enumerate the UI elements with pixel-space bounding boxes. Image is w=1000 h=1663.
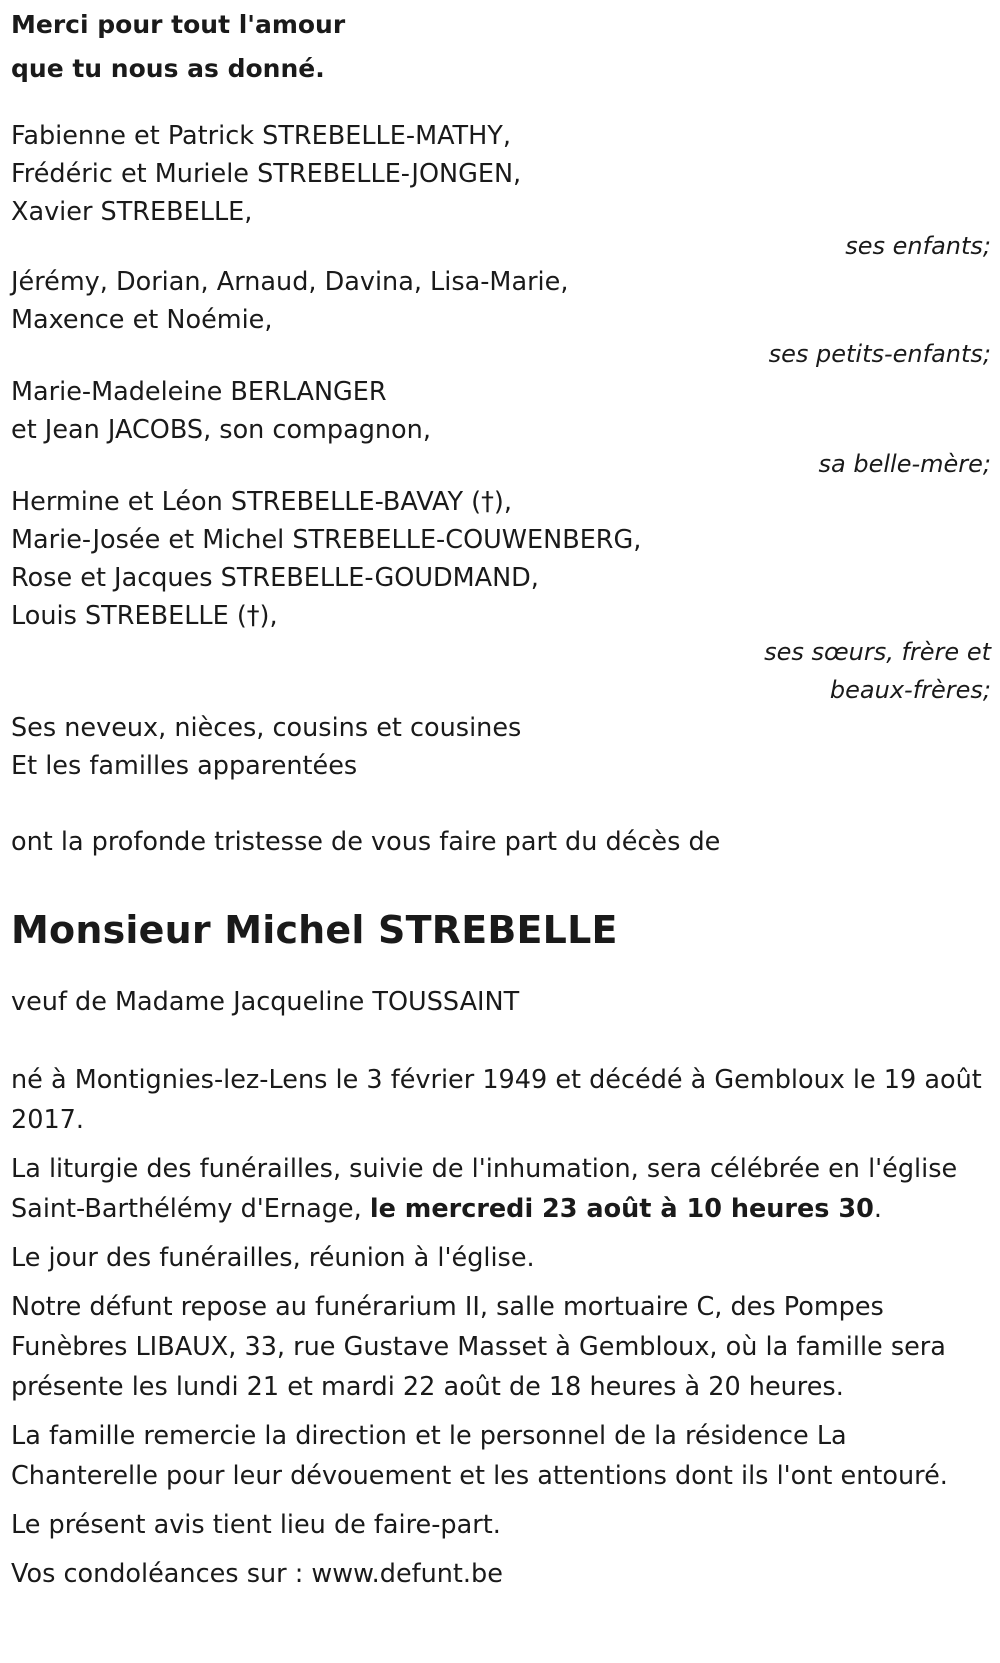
family-name-line: Maxence et Noémie,: [11, 305, 273, 335]
family-name-line: Frédéric et Muriele STREBELLE-JONGEN,: [11, 159, 522, 189]
obituary-notice: [11, 0, 991, 1594]
epigraph: [11, 0, 991, 94]
family-others: [11, 708, 991, 786]
relation-label: ses enfants;: [845, 232, 991, 260]
family-name-line: Ses neveux, nièces, cousins et cousines: [11, 713, 522, 743]
family-siblings: [11, 482, 991, 710]
family-children: [11, 116, 991, 266]
condolences-text: Vos condoléances sur : www.defunt.be: [11, 1559, 503, 1589]
family-name-line: et Jean JACOBS, son compagnon,: [11, 415, 431, 445]
family-name-line: Fabienne et Patrick STREBELLE-MATHY,: [11, 121, 511, 151]
funeral-home-text: Notre défunt repose au funérarium II, salle mortuaire C, des Pompes Funèbres LIBAUX, 33, rue Gustave Masset à Gembloux, où la famille sera présente les lundi 21 et mardi 22 août de 18 heures à 20 heures.: [11, 1292, 946, 1402]
widowed-text: veuf de Madame Jacqueline TOUSSAINT: [11, 987, 520, 1017]
liturgy-prefix: La liturgie des funérailles, suivie de l'inhumation, sera célébrée en l'église Saint-Barthélémy d'Ernage,: [11, 1154, 958, 1224]
family-name-line: Rose et Jacques STREBELLE-GOUDMAND,: [11, 563, 539, 593]
meeting-text: Le jour des funérailles, réunion à l'église.: [11, 1243, 535, 1273]
announcement-text: ont la profonde tristesse de vous faire part du décès de: [11, 827, 721, 857]
relation-label: beaux-frères;: [829, 676, 991, 704]
liturgy-text: [11, 1149, 986, 1229]
liturgy-suffix: .: [873, 1194, 882, 1224]
deceased-name: Monsieur Michel STREBELLE: [11, 908, 618, 952]
family-name-line: Xavier STREBELLE,: [11, 197, 253, 227]
relation-label: sa belle-mère;: [818, 450, 991, 478]
liturgy-date: le mercredi 23 août à 10 heures 30: [369, 1194, 874, 1224]
thanks-text: La famille remercie la direction et le personnel de la résidence La Chanterelle pour leur dévouement et les attentions dont ils l'ont entouré.: [11, 1421, 948, 1491]
epigraph-line-1: Merci pour tout l'amour: [11, 10, 346, 39]
epigraph-line-2: que tu nous as donné.: [11, 54, 325, 83]
family-mother-in-law: [11, 372, 991, 484]
family-name-line: Jérémy, Dorian, Arnaud, Davina, Lisa-Marie,: [11, 267, 569, 297]
relation-label: ses sœurs, frère et: [764, 638, 991, 666]
relation-label: ses petits-enfants;: [768, 340, 991, 368]
family-name-line: Marie-Madeleine BERLANGER: [11, 377, 387, 407]
family-name-line: Hermine et Léon STREBELLE-BAVAY (†),: [11, 487, 512, 517]
family-grandchildren: [11, 262, 991, 374]
notice-text: Le présent avis tient lieu de faire-part.: [11, 1510, 501, 1540]
family-name-line: Marie-Josée et Michel STREBELLE-COUWENBERG,: [11, 525, 642, 555]
family-name-line: Et les familles apparentées: [11, 751, 358, 781]
birth-death-text: né à Montignies-lez-Lens le 3 février 1949 et décédé à Gembloux le 19 août 2017.: [11, 1065, 982, 1135]
family-name-line: Louis STREBELLE (†),: [11, 601, 278, 631]
